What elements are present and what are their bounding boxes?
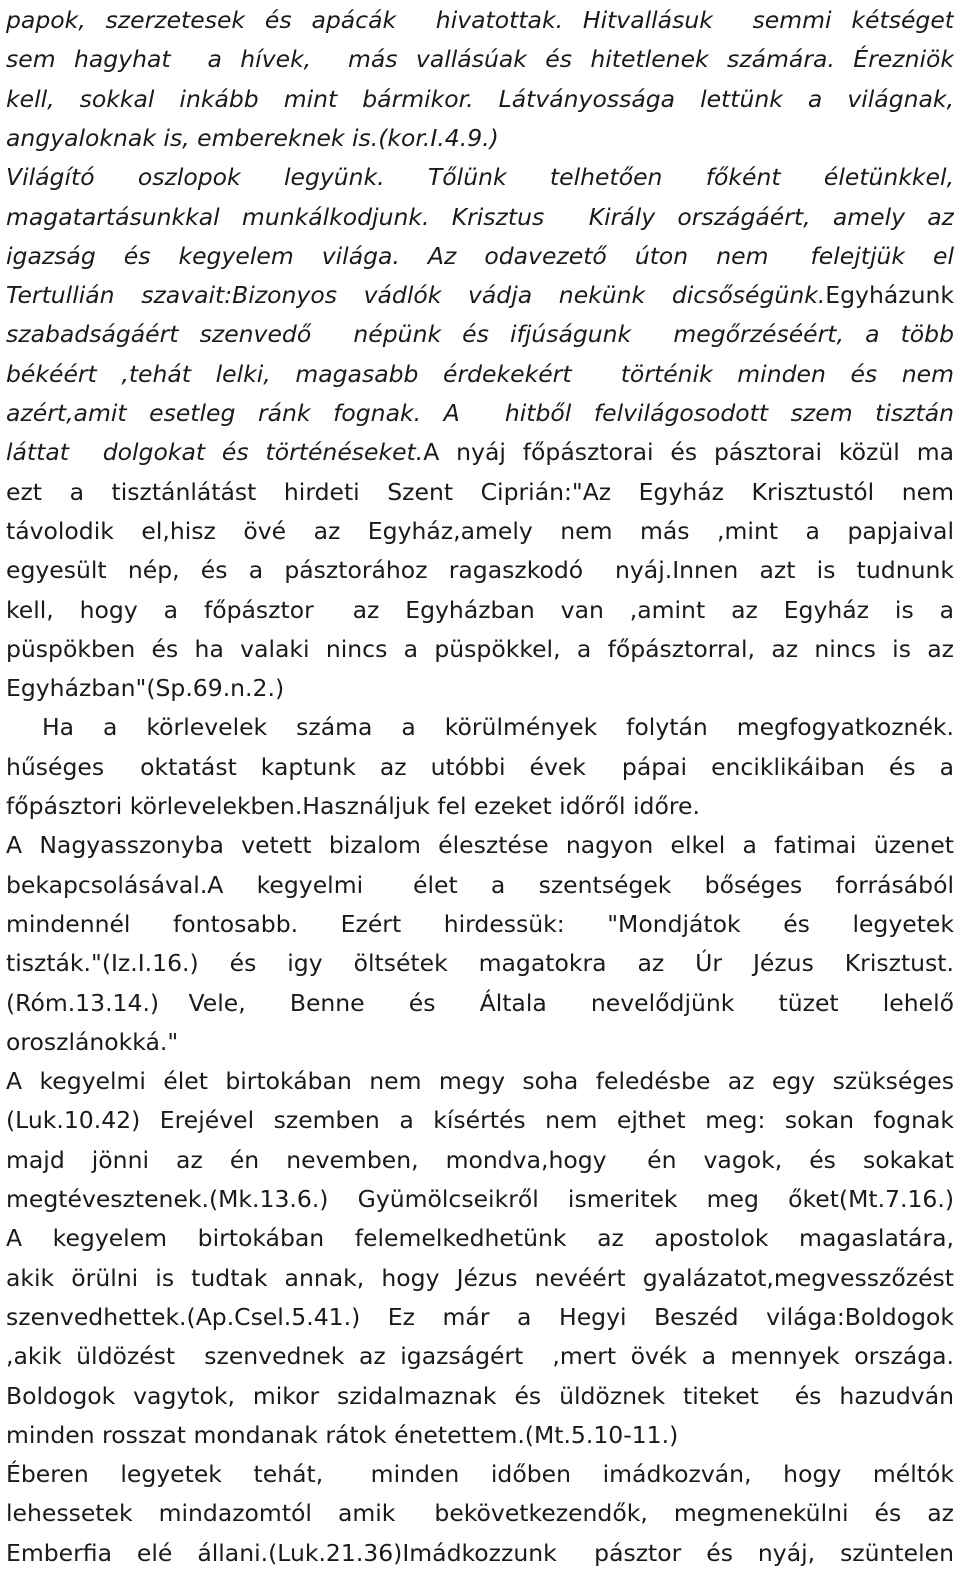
text-line: [6, 553, 954, 587]
text-run: majd jönni az én nevemben, mondva,hogy én vagok, és sokakat: [6, 1145, 954, 1174]
text-run: püspökben és ha valaki nincs a püspökkel, a főpásztorral, az nincs is az: [6, 634, 954, 663]
text-run: A kegyelmi élet birtokában nem megy soha feledésbe az egy szükséges: [6, 1067, 954, 1096]
text-line: [6, 593, 954, 627]
text-run: Boldogok vagytok, mikor szidalmaznak és üldöznek titeket és hazudván: [6, 1381, 954, 1410]
text-run: azért,amit esetleg ránk fognak. A hitből felvilágosodott szem tisztán: [6, 399, 954, 427]
text-run: akik örülni is tudtak annak, hogy Jézus nevéért gyalázatot,megvesszőzést: [6, 1263, 954, 1292]
text-line: [6, 239, 954, 273]
text-run: bekapcsolásával.A kegyelmi élet a szentségek bőséges forrásából: [6, 870, 954, 899]
text-run: Emberfia elé állani.(Luk.21.36)Imádkozzunk pásztor és nyáj, szüntelen: [6, 1538, 954, 1567]
text-run: hűséges oktatást kaptunk az utóbbi évek pápai enciklikáiban és a: [6, 752, 954, 781]
text-line: [6, 1536, 954, 1570]
text-line: [6, 1182, 954, 1216]
text-line: [6, 1221, 954, 1255]
text-line: [6, 946, 954, 980]
text-run: igazság és kegyelem világa. Az odavezető úton nem felejtjük el: [6, 241, 954, 270]
text-run: egyesült nép, és a pásztorához ragaszkodó nyáj.: [6, 556, 673, 585]
text-run: Innen azt is tudnunk: [672, 556, 954, 585]
text-line: [6, 1300, 954, 1334]
text-run: szenvedhettek.(Ap.Csel.5.41.) Ez már a Hegyi Beszéd világa:Boldogok: [6, 1302, 954, 1331]
text-line: [6, 1261, 954, 1295]
text-run: békéért ,tehát lelki, magasabb érdekekért történik minden és nem: [6, 359, 954, 388]
text-line: [6, 1103, 954, 1137]
text-run: Éberen legyetek tehát, minden időben imádkozván, hogy méltók: [6, 1460, 954, 1489]
text-line: [6, 42, 954, 76]
text-line: [6, 475, 954, 509]
text-line: [6, 750, 954, 784]
text-line: [6, 907, 954, 941]
text-run: távolodik el,hisz övé az Egyház,amely nem más ,mint a papjaival: [6, 516, 954, 545]
text-line: [6, 1339, 954, 1373]
text-run: Világító oszlopok legyünk. Tőlünk telhetően főként életünkkel,: [6, 163, 954, 192]
text-run: oroszlánokká.": [6, 1027, 179, 1056]
text-line: [6, 671, 954, 705]
text-line: [6, 3, 954, 37]
text-run: ezt a tisztánlátást hirdeti Szent Ciprián:"Az Egyház Krisztustól nem: [6, 477, 954, 506]
text-line: [6, 1496, 954, 1530]
text-line: [6, 1418, 954, 1452]
text-run: ,akik üldözést szenvednek az igazságért ,mert övék a mennyek országa.: [6, 1342, 954, 1371]
text-run: mindennél fontosabb. Ezért hirdessük: "Mondjátok és legyetek: [6, 909, 954, 938]
text-run: lehessetek mindazomtól amik bekövetkezendők, megmenekülni és az: [6, 1499, 954, 1528]
text-run: A nyáj főpásztorai és pásztorai közül ma: [423, 438, 954, 467]
text-line: [6, 1064, 954, 1098]
text-run: szabadságáért szenvedő népünk és ifjúságunk megőrzéséért, a több: [6, 320, 954, 349]
text-run: A kegyelem birtokában felemelkedhetünk az apostolok magaslatára,: [6, 1224, 954, 1253]
text-run: angyaloknak is, embereknek is.(kor.I.4.9.): [6, 123, 499, 152]
text-line: [6, 868, 954, 902]
text-run: papok, szerzetesek és apácák hivatottak. Hitvallásuk semmi kétséget: [6, 6, 954, 34]
text-run: (Róm.13.14.) Vele, Benne és Általa nevelődjünk tüzet lehelő: [6, 988, 954, 1017]
text-line: [6, 1143, 954, 1177]
text-run: (Luk.10.42) Erejével szemben a kísértés nem ejthet meg: sokan fognak: [6, 1106, 954, 1135]
text-run: A Nagyasszonyba vetett bizalom élesztése nagyon elkel a fatimai üzenet: [6, 831, 954, 860]
text-run: kell, sokkal inkább mint bármikor. Látványossága lettünk a világnak,: [6, 84, 954, 113]
text-line: [6, 200, 954, 234]
text-run: magatartásunkkal munkálkodjunk. Krisztus Király országáért, amely az: [6, 202, 954, 231]
text-run: Tertullián szavait:Bizonyos vádlók vádja nekünk dicsőségünk.: [6, 281, 826, 310]
text-run: kell, hogy a főpásztor az Egyházban van ,amint az Egyház is a: [6, 595, 954, 624]
text-line: [6, 160, 954, 194]
text-line: [6, 317, 954, 351]
text-line: [42, 710, 954, 744]
text-run: Egyházunk: [825, 281, 954, 310]
text-line: [6, 278, 954, 312]
text-line: [6, 632, 954, 666]
text-line: [6, 357, 954, 391]
text-run: tiszták."(Iz.I.16.) és igy öltsétek magatokra az Úr Jézus Krisztust.: [6, 949, 954, 978]
text-line: [6, 789, 954, 823]
text-line: [6, 396, 954, 430]
text-run: minden rosszat mondanak rátok énetettem.(Mt.5.10-11.): [6, 1420, 679, 1449]
text-line: [6, 82, 954, 116]
text-line: [6, 828, 954, 862]
text-run: láttat dolgokat és történéseket.: [6, 438, 424, 467]
text-line: [6, 1025, 954, 1059]
text-line: [6, 986, 954, 1020]
text-run: főpásztori körlevelekben.Használjuk fel ezeket időről időre.: [6, 792, 700, 820]
text-line: [6, 1457, 954, 1491]
text-line: [6, 1379, 954, 1413]
text-run: Ha a körlevelek száma a körülmények folytán megfogyatkoznék.: [42, 713, 954, 742]
text-run: Egyházban"(Sp.69.n.2.): [6, 674, 285, 703]
text-run: megtévesztenek.(Mk.13.6.) Gyümölcseikről ismeritek meg őket(Mt.7.16.): [6, 1185, 954, 1213]
text-line: [6, 514, 954, 548]
text-line: [6, 435, 954, 469]
text-run: sem hagyhat a hívek, más vallásúak és hitetlenek számára. Érezniök: [6, 45, 954, 74]
text-line: [6, 121, 954, 155]
